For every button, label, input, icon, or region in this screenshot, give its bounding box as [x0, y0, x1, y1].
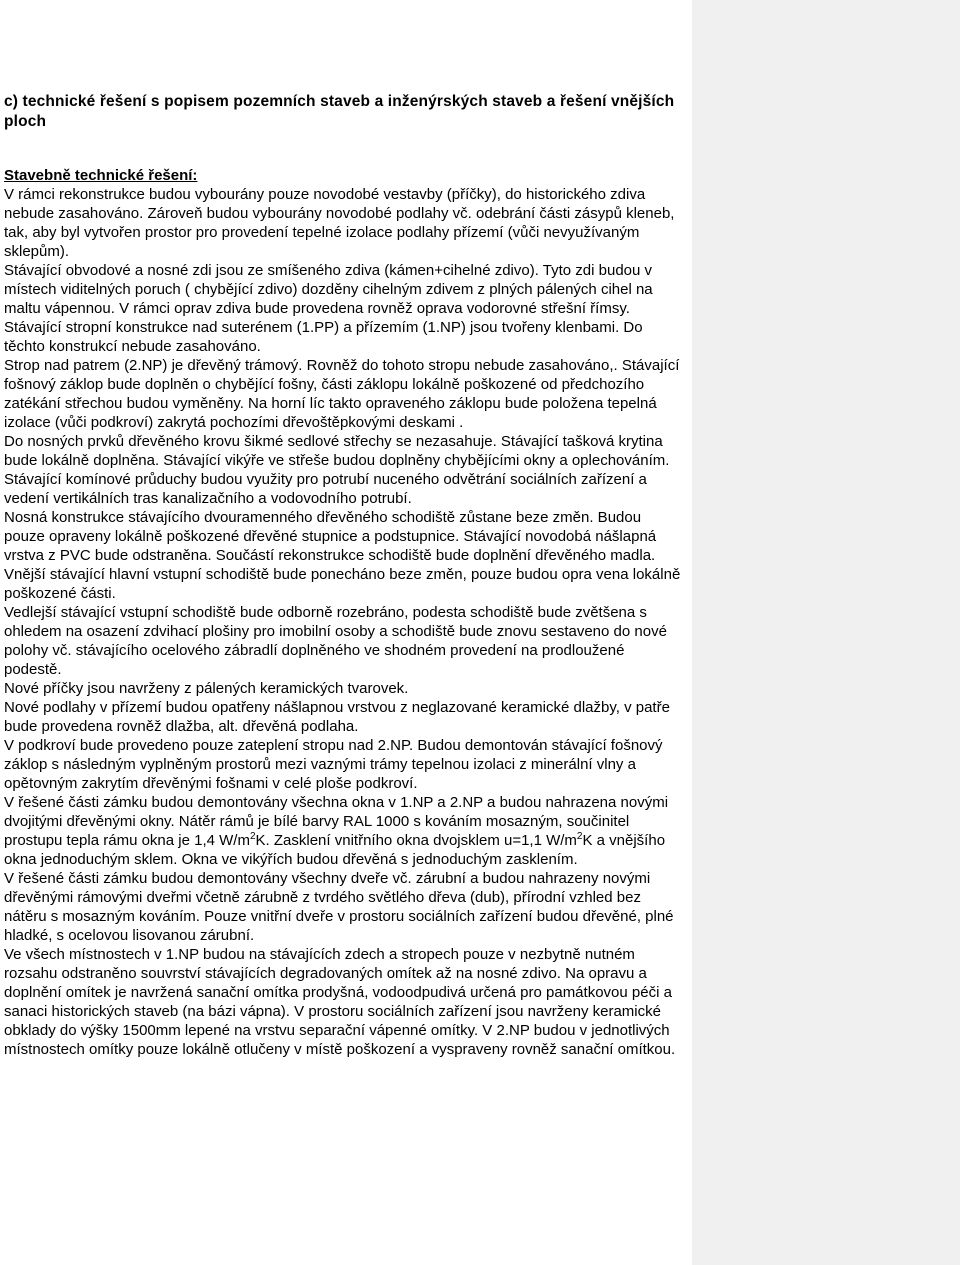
paragraph-side-entrance: Vedlejší stávající vstupní schodiště bude odborně rozebráno, podesta schodiště bude zvětšena s ohledem na osazení zdvihací plošiny pro imobilní osoby a schodiště bude znovu sestaveno do nové polohy vč. stávajícího ocelového zábradlí doplněného ve shodném provedení na prodloužené podestě.	[4, 604, 667, 678]
paragraph-chimneys: Stávající komínové průduchy budou využity pro potrubí nuceného odvětrání sociálních zařízení a vedení vertikálních tras kanalizačního a vodovodního potrubí.	[4, 471, 647, 507]
paragraph-ceiling: Strop nad patrem (2.NP) je dřevěný trámový. Rovněž do tohoto stropu nebude zasahováno,. Stávající fošnový záklop bude doplněn o chybějící fošny, části záklopu lokálně poškozené od předchozího zatékání střechou budou vyměněny. Na horní líc takto opraveného záklopu bude položena tepelná izolace (vůči podkroví) zakrytá pochozími dřevoštěpkovými deskami .	[4, 357, 680, 431]
paragraph-staircase: Nosná konstrukce stávajícího dvouramenného dřevěného schodiště zůstane beze změn. Budou pouze opraveny lokálně poškozené dřevěné stupnice a podstupnice. Stávající novodobá nášlapná vrstva z PVC bude odstraněna. Součástí rekonstrukce schodiště bude doplnění dřevěného madla.	[4, 509, 657, 564]
superscript-2: 2	[249, 831, 256, 842]
comment-margin-panel	[692, 0, 960, 1265]
paragraph-doors: V řešené části zámku budou demontovány všechny dveře vč. zárubní a budou nahrazeny novými dřevěnými rámovými dveřmi včetně zárubně z tvrdého světlého dřeva (dub), přírodní vzhled bez nátěru s mosazným kováním. Pouze vnitřní dveře v prostoru sociálních zařízení budou dřevěné, plné hladké, s ocelovou lisovanou zárubní.	[4, 870, 674, 944]
document-body	[4, 92, 686, 1059]
paragraph-floors: Nové podlahy v přízemí budou opatřeny nášlapnou vrstvou z neglazované keramické dlažby, v patře bude provedena rovněž dlažba, alt. dřevěná podlaha.	[4, 699, 670, 735]
paragraph-demolition: V rámci rekonstrukce budou vybourány pouze novodobé vestavby (příčky), do historického zdiva nebude zasahováno. Zároveň budou vybourány novodobé podlahy vč. odebrání části zásypů kleneb, tak, aby byl vytvořen prostor pro provedení tepelné izolace podlahy přízemí (vůči nevyužívaným sklepům).	[4, 186, 675, 260]
paragraph-roof: Do nosných prvků dřevěného krovu šikmé sedlové střechy se nezasahuje. Stávající tašková krytina bude lokálně doplněna. Stávající vikýře ve střeše budou doplněny chybějícími okny a oplechováním.	[4, 433, 670, 469]
subsection-heading: Stavebně technické řešení:	[4, 167, 198, 184]
paragraph-windows	[4, 793, 686, 869]
windows-text-1: V řešené části zámku budou demontovány všechna okna v 1.NP a 2.NP a budou nahrazena novými dvojitými dřevěnými okny. Nátěr rámů je bílé barvy RAL 1000 s kováním mosazným, součinitel prostupu tepla rámu okna je 1,4 W/m	[4, 794, 669, 849]
superscript-2: 2	[576, 831, 583, 842]
paragraph-vaults: Stávající stropní konstrukce nad suterénem (1.PP) a přízemím (1.NP) jsou tvořeny klenbami. Do těchto konstrukcí nebude zasahováno.	[4, 319, 643, 355]
paragraph-plaster: Ve všech místnostech v 1.NP budou na stávajících zdech a stropech pouze v nezbytně nutném rozsahu odstraněno souvrství stávajících degradovaných omítek až na nosné zdivo. Na opravu a doplnění omítek je navržená sanační omítka prodyšná, vodoodpudivá určená pro památkovou péči a sanaci historických staveb (na bázi vápna). V prostoru sociálních zařízení jsou navrženy keramické obklady do výšky 1500mm lepené na vrstvu separační vápenné omítky. V 2.NP budou v jednotlivých místnostech omítky pouze lokálně otlučeny v místě poškození a vyspraveny rovněž sanační omítkou.	[4, 946, 676, 1058]
paragraph-partitions: Nové příčky jsou navrženy z pálených keramických tvarovek.	[4, 680, 409, 697]
paragraph-walls: Stávající obvodové a nosné zdi jsou ze smíšeného zdiva (kámen+cihelné zdivo). Tyto zdi budou v místech viditelných poruch ( chybějící zdivo) dozděny cihelným zdivem z plných pálených cihel na maltu vápennou. V rámci oprav zdiva bude provedena rovněž oprava vodorovné střešní římsy.	[4, 262, 653, 317]
windows-text-2: K. Zasklení vnitřního okna dvojsklem u=1,1 W/m	[255, 832, 577, 849]
paragraph-main-entrance: Vnější stávající hlavní vstupní schodiště bude ponecháno beze změn, pouze budou opra vena lokálně poškozené části.	[4, 566, 681, 602]
paragraph-attic: V podkroví bude provedeno pouze zateplení stropu nad 2.NP. Budou demontován stávající fošnový záklop s následným vyplněným prostorů mezi vaznými trámy tepelnou izolaci z minerální vlny a opětovným zakrytím dřevěnými fošnami v celé ploše podkroví.	[4, 737, 663, 792]
windows-text-3: K a vnějšího okna jednoduchým sklem. Okna ve vikýřích budou dřevěná s jednoduchým zasklením.	[4, 832, 666, 868]
section-heading: c) technické řešení s popisem pozemních staveb a inženýrských staveb a řešení vnějších ploch	[4, 93, 675, 130]
